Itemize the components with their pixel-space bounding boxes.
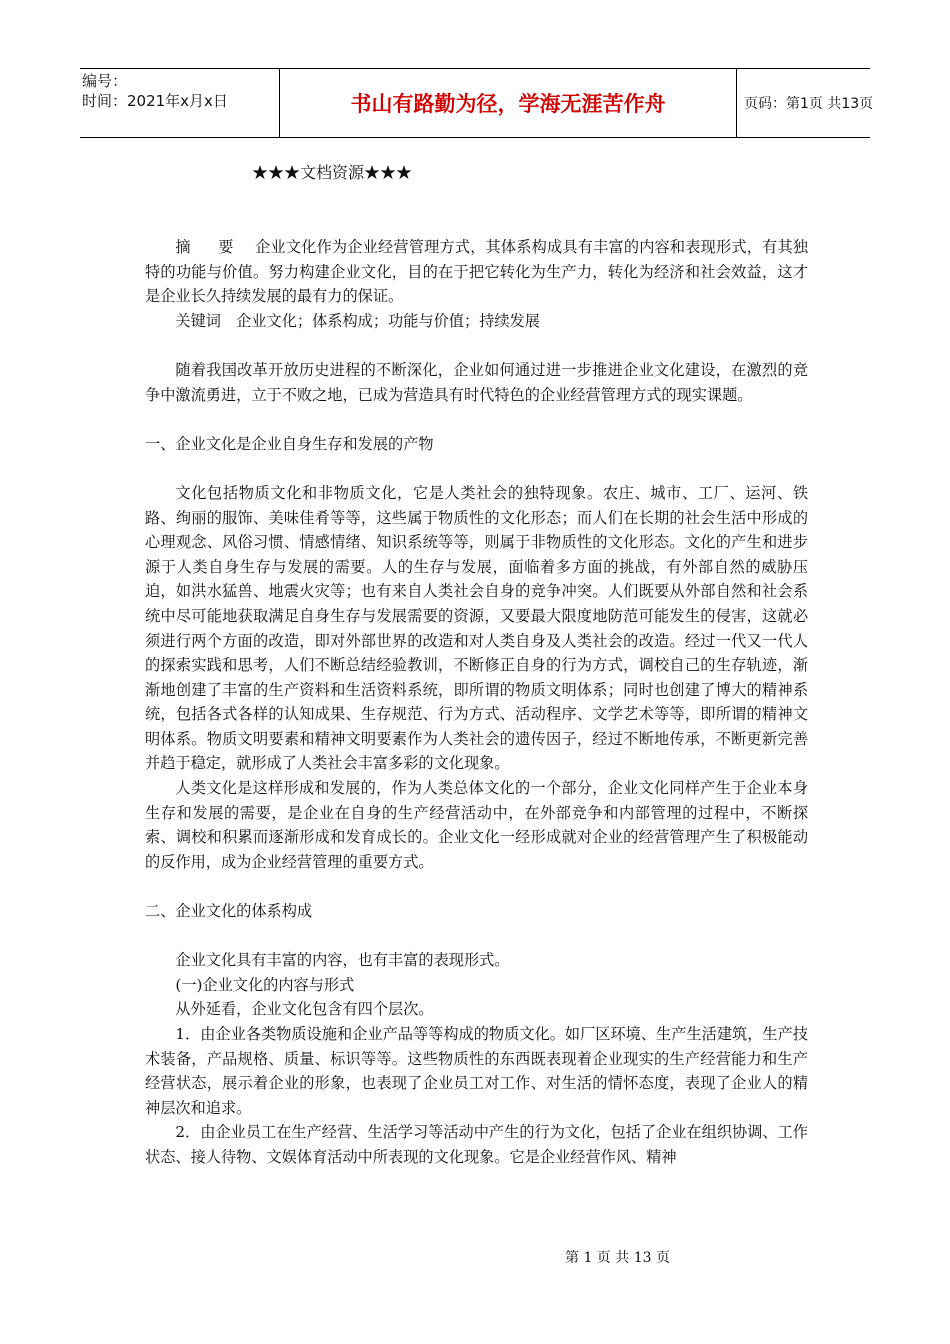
abstract-paragraph xyxy=(145,235,808,309)
section2-heading: 二、企业文化的体系构成 xyxy=(145,902,313,921)
keywords-text: 企业文化；体系构成；功能与价值；持续发展 xyxy=(236,311,540,330)
document-body xyxy=(145,235,808,1170)
section1-paragraph-1: 文化包括物质文化和非物质文化，它是人类社会的独特现象。农庄、城市、工厂、运河、铁路、绚丽的服饰、美味佳肴等等，这些属于物质性的文化形态；而人们在长期的社会生活中形成的心理观念、风俗习惯、情感情绪、知识系统等等，则属于非物质性的文化形态。文化的产生和进步源于人类自身生存与发展的需要。人的生存与发展，面临着多方面的挑战，有外部自然的威胁压迫，如洪水猛兽、地震火灾等；也有来自人类社会自身的竞争冲突。人们既要从外部自然和社会系统中尽可能地获取满足自身生存与发展需要的资源，又要最大限度地防范可能发生的侵害，这就必须进行两个方面的改造，即对外部世界的改造和对人类自身及人类社会的改造。经过一代又一代人的探索实践和思考，人们不断总结经验教训，不断修正自身的行为方式，调校自己的生存轨迹，渐渐地创建了丰富的生产资料和生活资料系统，即所谓的物质文明体系；同时也创建了博大的精神系统，包括各式各样的认知成果、生存规范、行为方式、活动程序、文学艺术等等，即所谓的精神文明体系。物质文明要素和精神文明要素作为人类社会的遗传因子，经过不断地传承，不断更新完善并趋于稳定，就形成了人类社会丰富多彩的文化现象。 xyxy=(145,483,808,773)
section2-paragraph-1: 企业文化具有丰富的内容，也有丰富的表现形式。 xyxy=(175,951,510,970)
abstract-text: 企业文化作为企业经营管理方式，其体系构成具有丰富的内容和表现形式，有其独特的功能与价值。努力构建企业文化，目的在于把它转化为生产力，转化为经济和社会效益，这才是企业长久持续发展的最有力的保证。 xyxy=(145,238,809,306)
section2-subheading: (一)企业文化的内容与形式 xyxy=(175,975,355,994)
abstract-label: 摘 要 xyxy=(175,238,240,256)
intro-paragraph: 随着我国改革开放历史进程的不断深化，企业如何通过进一步推进企业文化建设，在激烈的竞争中激流勇进，立于不败之地，已成为营造具有时代特色的企业经营管理方式的现实课题。 xyxy=(145,360,808,404)
section1-heading: 一、企业文化是企业自身生存和发展的产物 xyxy=(145,434,434,453)
keywords-paragraph xyxy=(145,309,808,334)
section1-paragraph-2: 人类文化是这样形成和发展的，作为人类总体文化的一个部分，企业文化同样产生于企业本身生存和发展的需要，是企业在自身的生产经营活动中，在外部竞争和内部管理的过程中，不断探索、调校和积累而逐渐形成和发育成长的。企业文化一经形成就对企业的经营管理产生了积极能动的反作用，成为企业经营管理的重要方式。 xyxy=(145,779,808,871)
document-header xyxy=(80,68,874,138)
header-page-info: 页码：第1页 共13页 xyxy=(744,96,874,112)
section2-paragraph-2: 从外延看，企业文化包含有四个层次。 xyxy=(175,1000,434,1019)
keywords-label: 关键词 xyxy=(175,311,221,330)
section2-list-item-2: 2．由企业员工在生产经营、生活学习等活动中产生的行为文化，包括了企业在组织协调、工作状态、接人待物、文娱体育活动中所表现的文化现象。它是企业经营作风、精神 xyxy=(145,1123,808,1166)
header-motto: 书山有路勤为径，学海无涯苦作舟 xyxy=(280,69,737,137)
header-meta-cell xyxy=(80,69,280,137)
number-label: 编号： xyxy=(82,72,128,90)
time-label: 时间：2021年x月x日 xyxy=(82,92,228,110)
page-footer: 第 1 页 共 13 页 xyxy=(565,1250,670,1266)
section2-list-item-1: 1．由企业各类物质设施和企业产品等等构成的物质文化。如厂区环境、生产生活建筑，生产技术装备，产品规格、质量、标识等等。这些物质性的东西既表现着企业现实的生产经营能力和生产经营状态，展示着企业的形象，也表现了企业员工对工作、对生活的情怀态度，表现了企业人的精神层次和追求。 xyxy=(145,1025,808,1117)
document-source-title: ★★★文档资源★★★ xyxy=(252,163,413,182)
